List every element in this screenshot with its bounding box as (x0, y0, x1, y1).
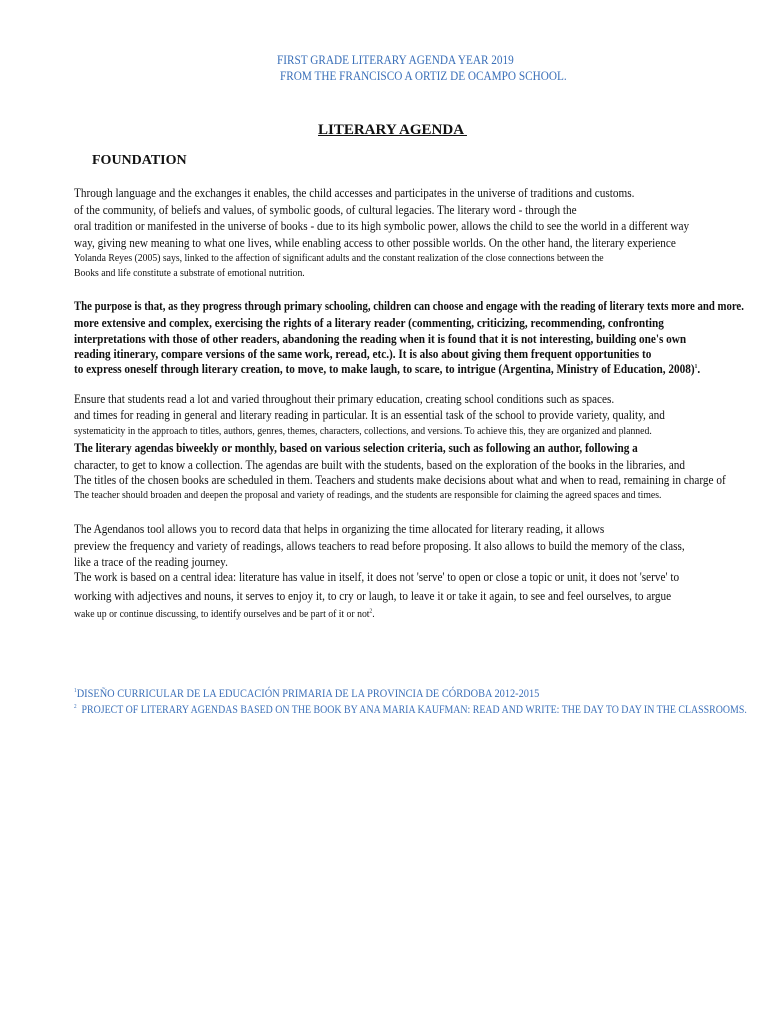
footnote-1-number: 1 (74, 688, 77, 695)
footnote-ref-1: 1 (694, 363, 698, 370)
paragraph-1-line: Through language and the exchanges it enables, the child accesses and participates in the universe of traditions and customs. (74, 186, 635, 200)
paragraph-3-line: The teacher should broaden and deepen the proposal and variety of readings, and the students are responsible for claiming the agreed spaces and times. (74, 489, 662, 501)
paragraph-4-line: working with adjectives and nouns, it serves to enjoy it, to cry or laugh, to leave it or take it again, to see and feel ourselves, to argue (74, 589, 672, 603)
paragraph-4-line: preview the frequency and variety of readings, allows teachers to read before proposing. It also allows to build the memory of the class, (74, 539, 685, 553)
paragraph-3-line: The literary agendas biweekly or monthly, based on various selection criteria, such as following an author, following a (74, 441, 638, 455)
paragraph-2-line (74, 363, 700, 376)
paragraph-4-line: like a trace of the reading journey. (74, 555, 228, 569)
paragraph-3-line: systematicity in the approach to titles, authors, genres, themes, characters, collections, and versions. To achieve this, they are organized and planned. (74, 425, 652, 437)
paragraph-3-line: character, to get to know a collection. The agendas are built with the students, based on the exploration of the books in the libraries, and (74, 458, 686, 472)
paragraph-4-last-text: wake up or continue discussing, to identify ourselves and be part of it or not (74, 608, 370, 620)
paragraph-2-line: reading itinerary, compare versions of the same work, reread, etc.). It is also about giving them frequent opportunities to (74, 347, 652, 361)
section-heading-foundation: FOUNDATION (92, 153, 187, 168)
footnote-ref-2: 2 (369, 608, 373, 615)
paragraph-1-line: Books and life constitute a substrate of emotional nutrition. (74, 267, 305, 279)
paragraph-2-last-text: to express oneself through literary creation, to move, to make laugh, to scare, to intrigue (Argentina, Ministry of Education, 2008) (74, 362, 695, 376)
paragraph-2-line: The purpose is that, as they progress through primary schooling, children can choose and engage with the reading of literary texts more and more. (74, 299, 744, 313)
header-line-2: FROM THE FRANCISCO A ORTIZ DE OCAMPO SCHOOL. (280, 69, 567, 83)
page-title: LITERARY AGENDA (318, 122, 467, 138)
paragraph-1-line: Yolanda Reyes (2005) says, linked to the affection of significant adults and the constant realization of the close connections between the (74, 252, 604, 264)
paragraph-2-line: more extensive and complex, exercising the rights of a literary reader (commenting, criticizing, recommending, confronting (74, 316, 664, 330)
paragraph-4-line: The work is based on a central idea: literature has value in itself, it does not 'serve' to open or close a topic or unit, it does not 'serve' to (74, 570, 680, 584)
paragraph-4-line: The Agendanos tool allows you to record data that helps in organizing the time allocated for literary reading, it allows (74, 522, 605, 536)
paragraph-3-line: The titles of the chosen books are scheduled in them. Teachers and students make decisions about what and when to read, remaining in charge of (74, 473, 726, 487)
paragraph-1-line: way, giving new meaning to what one lives, while enabling access to other possible worlds. On the other hand, the literary experience (74, 236, 676, 250)
footnote-2 (74, 705, 747, 717)
footnote-1 (74, 689, 539, 701)
paragraph-3-line: Ensure that students read a lot and varied throughout their primary education, creating school conditions such as spaces. (74, 392, 615, 406)
paragraph-3-line: and times for reading in general and literary reading in particular. It is an essential task of the school to provide variety, quality, and (74, 408, 665, 422)
header-line-1: FIRST GRADE LITERARY AGENDA YEAR 2019 (277, 53, 514, 67)
paragraph-4-line (74, 609, 375, 620)
footnote-2-number: 2 (74, 704, 77, 711)
paragraph-1-line: oral tradition or manifested in the universe of books - due to its high symbolic power, allows the child to see the world in a different way (74, 219, 690, 233)
paragraph-1-line: of the community, of beliefs and values, of symbolic goods, of cultural legacies. The literary word - through the (74, 203, 577, 217)
paragraph-2-period: . (697, 362, 701, 376)
paragraph-2-line: interpretations with those of other readers, abandoning the reading when it is found that it is not interesting, building one's own (74, 332, 687, 346)
paragraph-4-period: . (372, 608, 375, 620)
footnote-1-text: DISEÑO CURRICULAR DE LA EDUCACIÓN PRIMARIA DE LA PROVINCIA DE CÓRDOBA 2012-2015 (76, 688, 540, 700)
footnote-2-text: PROJECT OF LITERARY AGENDAS BASED ON THE BOOK BY ANA MARIA KAUFMAN: READ AND WRITE: THE DAY TO DAY IN THE CLASSROOMS. (76, 704, 747, 716)
